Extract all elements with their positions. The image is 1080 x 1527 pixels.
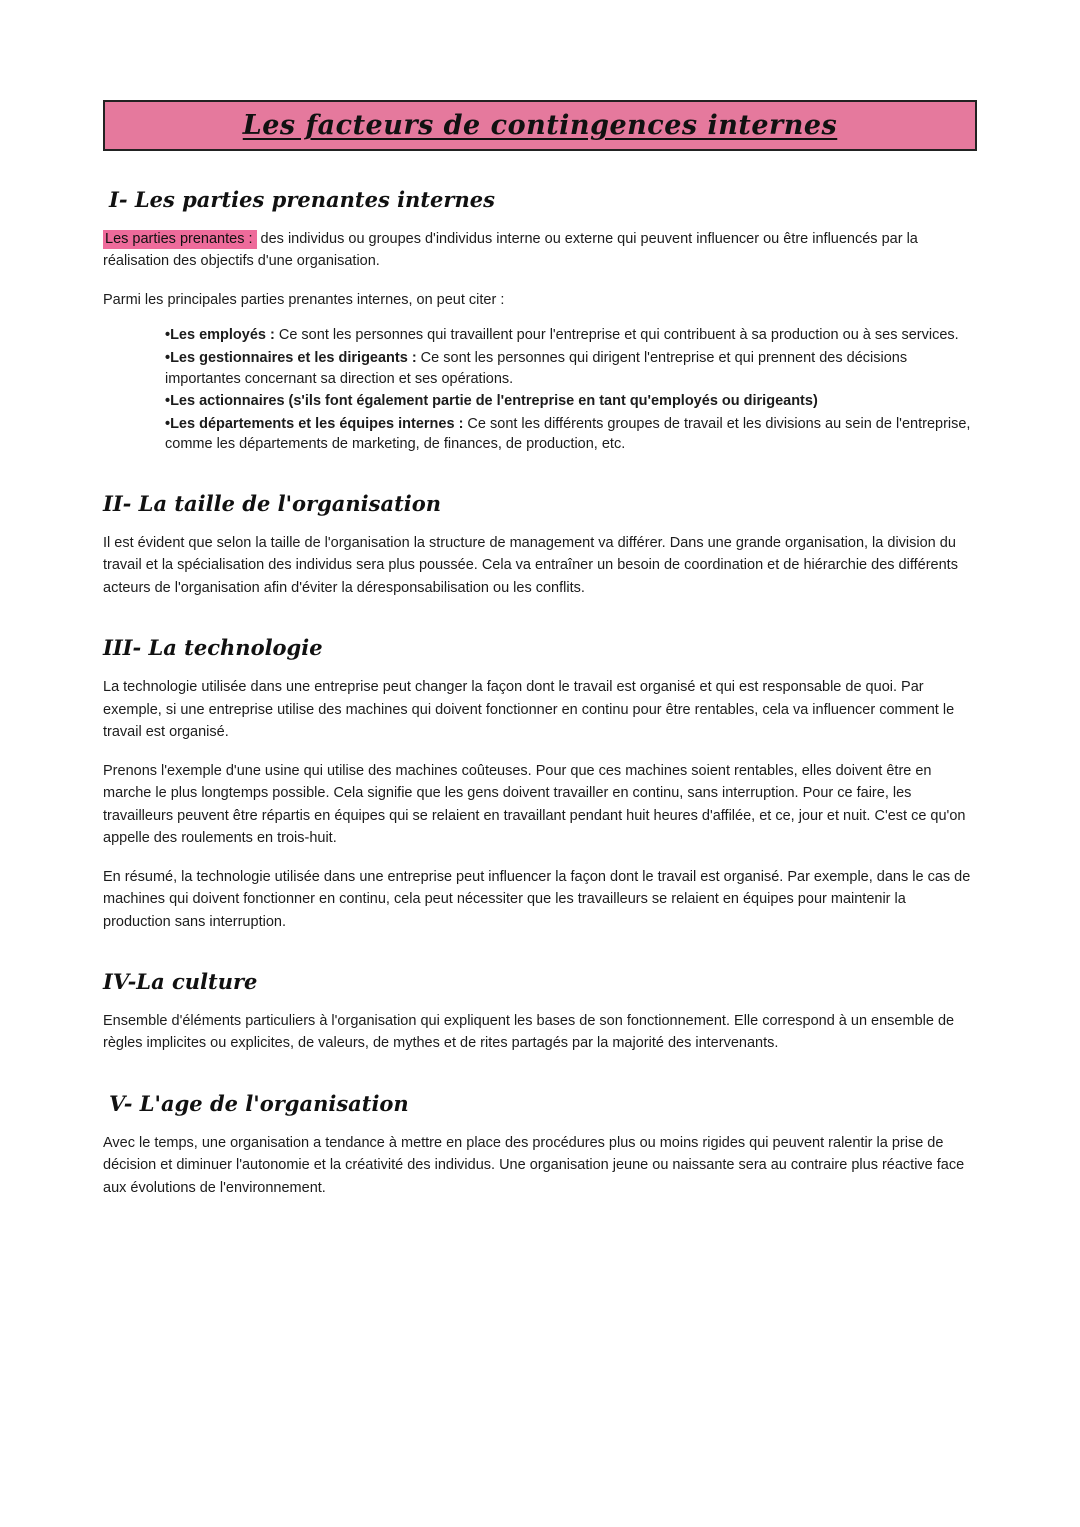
page-title: Les facteurs de contingences internes bbox=[242, 110, 838, 141]
bullet-text: Ce sont les personnes qui travaillent pour l'entreprise et qui contribuent à sa production ou à ses services. bbox=[274, 327, 959, 344]
bullet-text: Ce sont les personnes qui dirigent l'entreprise et qui prennent des décisions importantes concernant sa direction et ses opérations. bbox=[165, 349, 908, 387]
body-paragraph: Prenons l'exemple d'une usine qui utilise des machines coûteuses. Pour que ces machines soient rentables, elles doivent être en marche le plus longtemps possible. Cela signifie que les gens doivent travailler en continu, sans interruption. Pour ce faire, les travailleurs peuvent être répartis en équipes qui se relaient en travaillant pendant huit heures d'affilée, et ce, jour et nuit. C'est ce qu'on appelle des roulements en trois-huit. bbox=[103, 762, 966, 847]
bullet-lead: Les actionnaires (s'ils font également partie de l'entreprise en tant qu'employés ou dirigeants) bbox=[170, 393, 818, 410]
title-banner bbox=[103, 100, 977, 151]
definition-text: des individus ou groupes d'individus interne ou externe qui peuvent influencer ou être influencés par la réalisation des objectifs d'une organisation. bbox=[103, 231, 918, 270]
body-paragraph: Ensemble d'éléments particuliers à l'organisation qui expliquent les bases de son fonctionnement. Elle correspond à un ensemble de règles implicites ou explicites, de valeurs, de mythes et de rites partagés par la majorité des intervenants. bbox=[103, 1012, 955, 1052]
list-item bbox=[165, 325, 977, 346]
list-item bbox=[165, 391, 977, 412]
section-4-heading: IV-La culture bbox=[103, 968, 258, 994]
section-5-heading: V- L'age de l'organisation bbox=[109, 1090, 409, 1116]
section-1-heading: I- Les parties prenantes internes bbox=[109, 187, 495, 212]
list-item bbox=[165, 348, 977, 389]
bullet-text: Ce sont les différents groupes de travail et les divisions au sein de l'entreprise, comme les départements de marketing, de finances, de production, etc. bbox=[165, 415, 971, 453]
highlighted-term: Les parties prenantes : bbox=[103, 230, 257, 249]
bullet-lead: Les gestionnaires et les dirigeants : bbox=[170, 349, 417, 366]
list-item bbox=[165, 414, 977, 455]
definition-paragraph bbox=[103, 228, 977, 273]
section-2-heading: II- La taille de l'organisation bbox=[103, 490, 442, 516]
body-paragraph: Avec le temps, une organisation a tendance à mettre en place des procédures plus ou moins rigides qui peuvent ralentir la prise de décision et diminuer l'autonomie et la créativité des individus. Une organisation jeune ou naissante sera au contraire plus réactive face aux évolutions de l'environnement. bbox=[103, 1134, 965, 1196]
bullet-icon: • bbox=[165, 415, 171, 432]
bullet-icon: • bbox=[165, 327, 171, 344]
bullet-icon: • bbox=[165, 349, 171, 366]
stakeholders-bullet-list bbox=[165, 325, 977, 454]
body-paragraph: En résumé, la technologie utilisée dans une entreprise peut influencer la façon dont le travail est organisé. Par exemple, dans le cas de machines qui doivent fonctionner en continu, cela peut nécessiter que les travailleurs se relaient en équipes pour maintenir la production sans interruption. bbox=[103, 868, 971, 930]
bullet-icon: • bbox=[165, 393, 171, 410]
section-3-heading: III- La technologie bbox=[103, 635, 323, 661]
intro-paragraph: Parmi les principales parties prenantes internes, on peut citer : bbox=[103, 291, 505, 308]
bullet-lead: Les employés : bbox=[170, 327, 275, 344]
body-paragraph: Il est évident que selon la taille de l'organisation la structure de management va différer. Dans une grande organisation, la division du travail et la spécialisation des individus sera plus poussée. Cela va entraîner un besoin de coordination et de hiérarchie des différents acteurs de l'organisation afin d'éviter la déresponsabilisation ou les conflits. bbox=[103, 534, 958, 596]
bullet-lead: Les départements et les équipes internes : bbox=[170, 415, 464, 432]
body-paragraph: La technologie utilisée dans une entreprise peut changer la façon dont le travail est organisé et qui est responsable de quoi. Par exemple, si une entreprise utilise des machines qui doivent fonctionner en continu pour être rentables, cela va influencer comment le travail est organisé. bbox=[103, 679, 955, 741]
